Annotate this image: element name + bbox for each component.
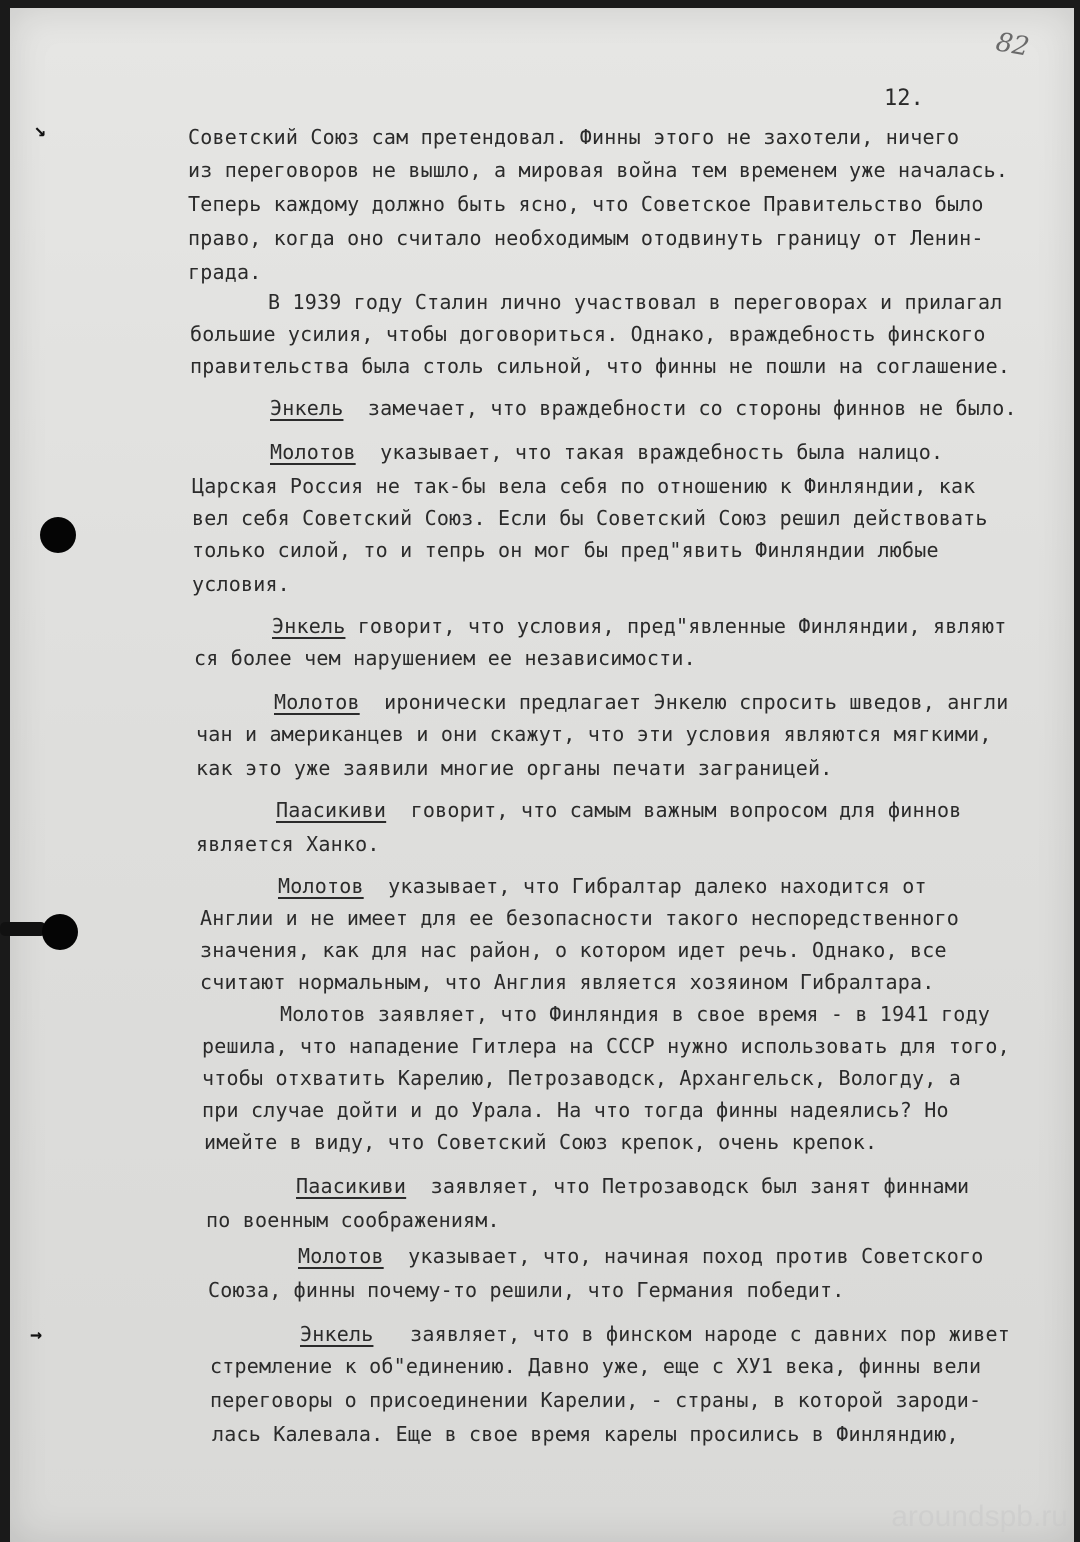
line-text: заявляет, что в финском народе с давних пор живет (373, 1322, 1010, 1346)
text-line (208, 1278, 845, 1302)
speaker-name: Энкель (272, 614, 346, 638)
line-text: иронически предлагает Энкелю спросить шведов, англи (359, 690, 1009, 714)
text-line (196, 832, 380, 856)
text-line (270, 440, 943, 464)
line-text: правительства была столь сильной, что финны не пошли на соглашение. (190, 354, 1011, 378)
text-line (190, 354, 1010, 378)
text-line (278, 874, 927, 898)
speaker-name: Молотов (298, 1244, 384, 1268)
line-text: Царская Россия не так-бы вела себя по отношению к Финляндии, как (192, 474, 976, 498)
line-text: Англии и не имеет для ее безопасности такого неспоредственного (200, 906, 959, 930)
line-text: говорит, что самым важным вопросом для финнов (386, 798, 962, 822)
line-text: града. (188, 260, 262, 284)
margin-mark-icon: ↘ (34, 117, 47, 141)
line-text: имейте в виду, что Советский Союз крепок, очень крепок. (204, 1130, 878, 1154)
text-line (200, 906, 959, 930)
text-line (194, 646, 696, 670)
text-line (296, 1174, 969, 1198)
text-line (270, 396, 1017, 420)
line-text: является Ханко. (196, 832, 380, 856)
text-line (196, 722, 992, 746)
text-line (300, 1322, 1010, 1346)
line-text: по военным соображениям. (206, 1208, 500, 1232)
text-line (204, 1130, 877, 1154)
line-text: указывает, что такая враждебность была налицо. (355, 440, 944, 464)
text-line (200, 938, 947, 962)
line-text: говорит, что условия, пред"явленные Финляндии, являют (345, 614, 1007, 638)
line-text: решила, что нападение Гитлера на СССР нужно использовать для того, (202, 1034, 1010, 1058)
text-line (272, 614, 1006, 638)
text-line (202, 1066, 961, 1090)
text-line (202, 1034, 1010, 1058)
line-text: переговоры о присоединении Карелии, - страны, в которой зароди- (210, 1388, 982, 1412)
speaker-name: Энкель (300, 1322, 374, 1346)
text-line (210, 1354, 981, 1378)
site-watermark: aroundspb.ru (891, 1500, 1068, 1533)
line-text: право, когда оно считало необходимым отодвинуть границу от Ленин- (188, 226, 984, 250)
line-text: чтобы отхватить Карелию, Петрозаводск, Архангельск, Вологду, а (202, 1066, 961, 1090)
line-text: как это уже заявили многие органы печати заграницей. (196, 756, 833, 780)
text-line (268, 290, 1002, 314)
line-text: условия. (192, 572, 290, 596)
speaker-name: Молотов (274, 690, 360, 714)
text-line (280, 1002, 990, 1026)
text-line (200, 970, 934, 994)
text-line (212, 1422, 959, 1446)
line-text: только силой, то и тепрь он мог бы пред"явить Финляндии любые (192, 538, 939, 562)
line-text: из переговоров не вышло, а мировая война тем временем уже началась. (188, 158, 1009, 182)
text-line (210, 1388, 981, 1412)
speaker-name: Паасикиви (276, 798, 387, 822)
text-line (188, 192, 984, 216)
line-text: ся более чем нарушением ее независимости. (194, 646, 696, 670)
text-line (206, 1208, 500, 1232)
speaker-name: Энкель (270, 396, 344, 420)
line-text: замечает, что враждебности со стороны финнов не было. (343, 396, 1017, 420)
line-text: большие усилия, чтобы договориться. Однако, враждебность финского (190, 322, 986, 346)
line-text: вел себя Советский Союз. Если бы Советский Союз решил действовать (192, 506, 988, 530)
text-line (298, 1244, 984, 1268)
text-line (276, 798, 962, 822)
page-number: 12. (884, 86, 924, 111)
line-text: чан и американцев и они скажут, что эти условия являются мягкими, (196, 722, 992, 746)
text-line (188, 158, 1008, 182)
line-text: считают нормальным, что Англия является хозяином Гибралтара. (200, 970, 935, 994)
text-line (192, 474, 975, 498)
line-text: В 1939 году Сталин лично участвовал в переговорах и прилагал (268, 290, 1003, 314)
text-line (188, 125, 959, 149)
line-text: Теперь каждому должно быть ясно, что Советское Правительство было (188, 192, 984, 216)
text-line (274, 690, 1008, 714)
text-line (188, 226, 984, 250)
speaker-name: Паасикиви (296, 1174, 407, 1198)
line-text: заявляет, что Петрозаводск был занят финнами (406, 1174, 970, 1198)
line-text: значения, как для нас район, о котором идет речь. Однако, все (200, 938, 947, 962)
text-line (188, 260, 261, 284)
text-line (202, 1098, 949, 1122)
line-text: указывает, что, начиная поход против Советского (383, 1244, 984, 1268)
text-line (192, 506, 988, 530)
speaker-name: Молотов (270, 440, 356, 464)
line-text: Советский Союз сам претендовал. Финны этого не захотели, ничего (188, 125, 960, 149)
text-line (192, 572, 290, 596)
line-text: Молотов заявляет, что Финляндия в свое время - в 1941 году (280, 1002, 990, 1026)
handwritten-folio-number: 82 (993, 27, 1032, 63)
speaker-name: Молотов (278, 874, 364, 898)
text-line (190, 322, 986, 346)
line-text: при случае дойти и до Урала. На что тогда финны надеялись? Но (202, 1098, 949, 1122)
line-text: указывает, что Гибралтар далеко находится от (363, 874, 927, 898)
line-text: лась Калевала. Еще в свое время карелы просились в Финляндию, (212, 1422, 959, 1446)
line-text: Союза, финны почему-то решили, что Германия победит. (208, 1278, 845, 1302)
margin-mark-icon: → (30, 1322, 43, 1346)
line-text: стремление к об"единению. Давно уже, еще с ХУ1 века, финны вели (210, 1354, 982, 1378)
text-line (196, 756, 833, 780)
text-line (192, 538, 939, 562)
